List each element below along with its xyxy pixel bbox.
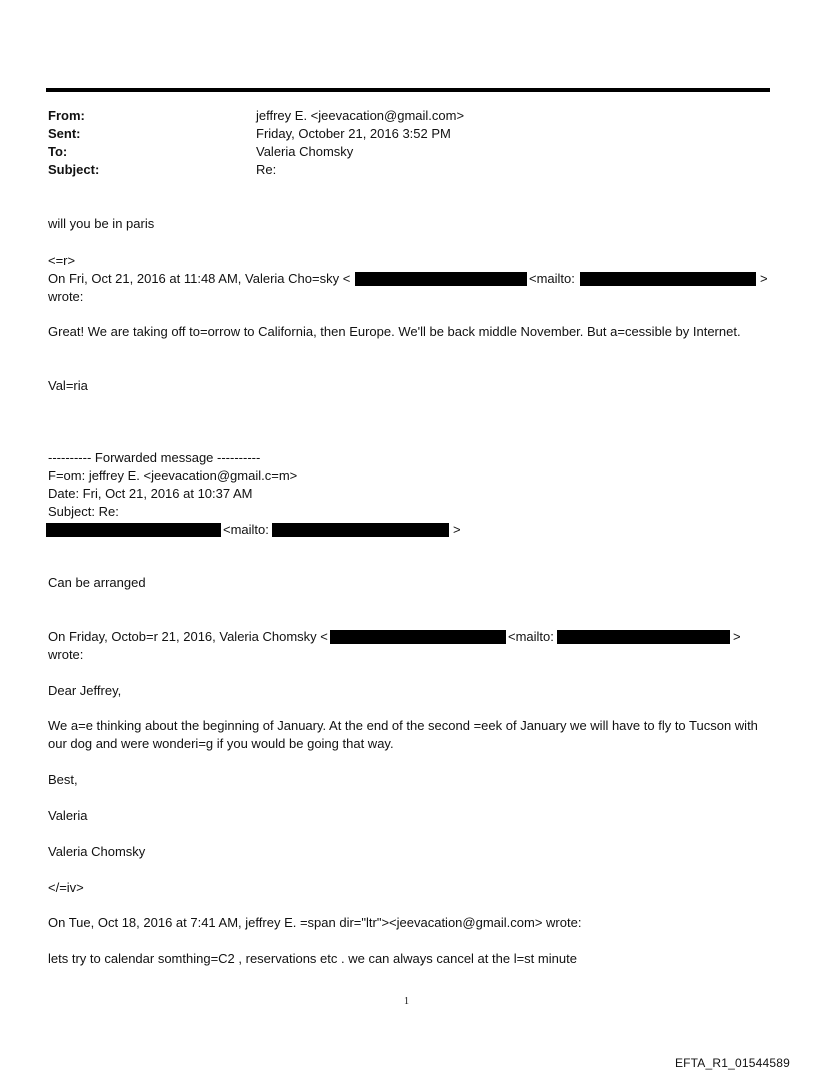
forward-date: Date: Fri, Oct 21, 2016 at 10:37 AM (48, 486, 253, 501)
quote-header-line: On Fri, Oct 21, 2016 at 11:48 AM, Valeria Cho=sky < (48, 271, 351, 286)
body-line: lets try to calendar somthing=C2 , reservations etc . we can always cancel at the l=st minute (48, 951, 577, 966)
mailto-text: <mailto: (508, 629, 554, 644)
mailto-text: <mailto: (529, 271, 575, 286)
body-line: Val=ria (48, 378, 88, 393)
sent-value: Friday, October 21, 2016 3:52 PM (256, 126, 451, 141)
body-line: Best, (48, 772, 78, 787)
mailto-text: <mailto: (223, 522, 269, 537)
document-id: EFTA_R1_01544589 (674, 1056, 790, 1070)
bracket-text: > (733, 629, 741, 644)
body-line: Can be arranged (48, 575, 146, 590)
body-line: <=r> (48, 253, 76, 268)
redaction-box (355, 272, 527, 286)
to-value: Valeria Chomsky (256, 144, 354, 159)
quote-header-line: On Friday, Octob=r 21, 2016, Valeria Chomsky < (48, 629, 328, 644)
quote-header-line: On Tue, Oct 18, 2016 at 7:41 AM, jeffrey E. =span dir="ltr"><jeevacation@gmail.com> wrote: (48, 915, 582, 930)
header-rule (46, 88, 770, 92)
body-paragraph: Great! We are taking off to=orrow to California, then Europe. We'll be back middle November. But a=cessible by Internet. (48, 324, 741, 339)
page-number: 1 (404, 996, 409, 1007)
sent-label: Sent: (48, 126, 81, 141)
bracket-text: > (453, 522, 461, 537)
forward-separator: ---------- Forwarded message ---------- (48, 450, 261, 465)
subject-value: Re: (256, 162, 277, 177)
body-line: Dear Jeffrey, (48, 683, 122, 698)
body-paragraph: We a=e thinking about the beginning of January. At the end of the second =eek of January we will have to fly to Tucson with our dog and were wonderi=g if you would be going that way. (48, 718, 758, 751)
redaction-box (46, 523, 221, 537)
forward-from: F=om: jeffrey E. <jeevacation@gmail.c=m> (48, 468, 298, 483)
forward-subject: Subject: Re: (48, 504, 119, 519)
bracket-text: > (760, 271, 768, 286)
from-value: jeffrey E. <jeevacation@gmail.com> (256, 108, 465, 123)
to-label: To: (48, 144, 68, 159)
redaction-box (330, 630, 506, 644)
redaction-box (580, 272, 756, 286)
body-line: wrote: (48, 289, 84, 304)
body-line: wrote: (48, 647, 84, 662)
redaction-box (557, 630, 730, 644)
body-line: Valeria Chomsky (48, 844, 146, 859)
redaction-box (272, 523, 449, 537)
from-label: From: (48, 108, 85, 123)
body-line: will you be in paris (48, 216, 155, 231)
subject-label: Subject: (48, 162, 100, 177)
body-line: Valeria (48, 808, 88, 823)
body-line: </=iv> (48, 880, 84, 895)
